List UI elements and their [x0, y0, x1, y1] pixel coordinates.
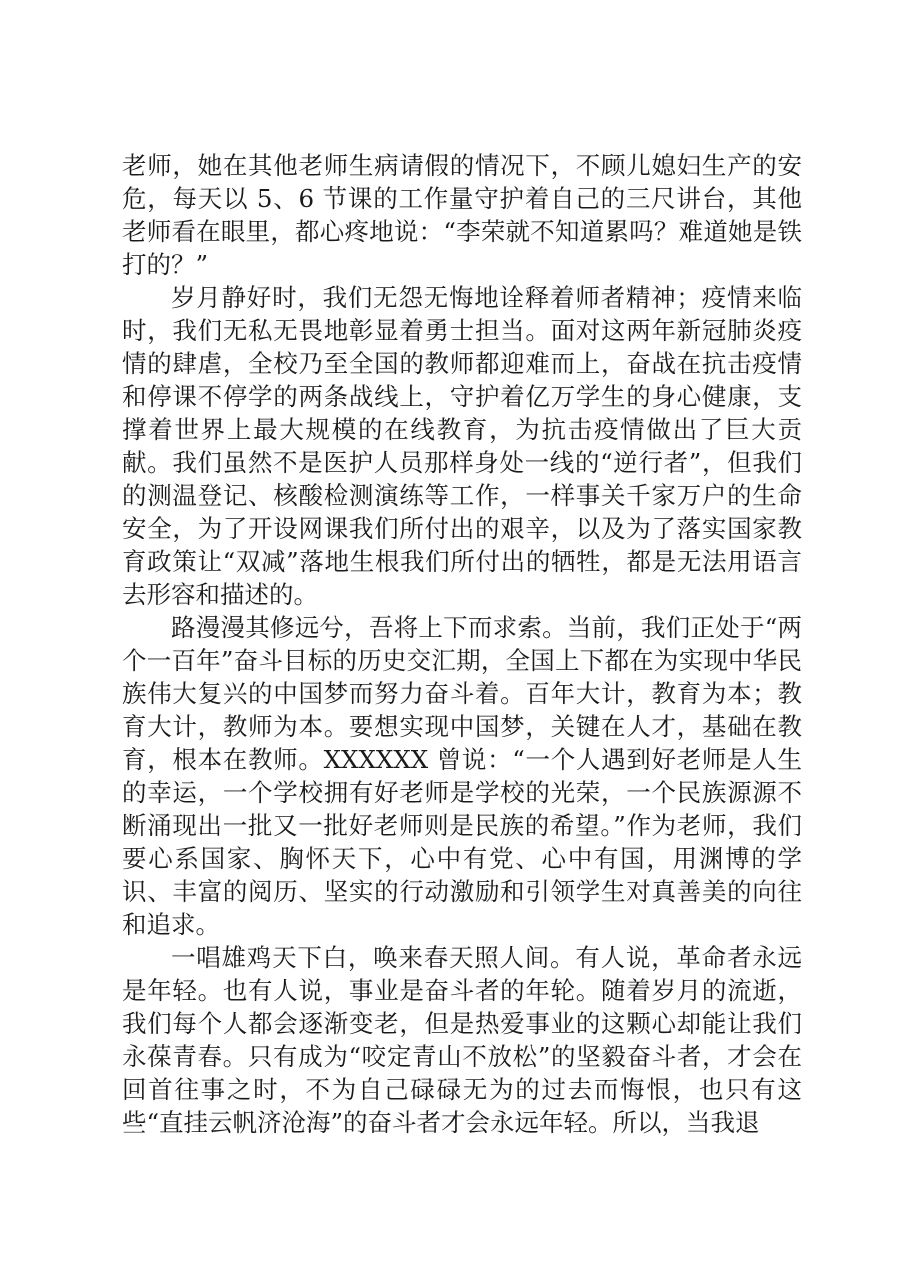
paragraph-chinese-dream: 路漫漫其修远兮，吾将上下而求索。当前，我们正处于“两个一百年”奋斗目标的历史交汇期，全国上下都在为实现中华民族伟大复兴的中国梦而努力奋斗着。百年大计，教育为本；教育大计，教师为本。要想实现中国梦，关键在人才，基础在教育，根本在教师。XXXXXX 曾说：“一个人遇到好老师是人生的幸运，一个学校拥有好老师是学校的光荣，一个民族源源不断涌现出一批又一批好老师则是民族的希望。”作为老师，我们要心系国家、胸怀天下，心中有党、心中有国，用渊博的学识、丰富的阅历、坚实的行动激励和引领学生对真善美的向往和追求。 [122, 613, 802, 939]
paragraph-continuation: 老师，她在其他老师生病请假的情况下，不顾儿媳妇生产的安危，每天以 5、6 节课的工作量守护着自己的三尺讲台，其他老师看在眼里，都心疼地说：“李荣就不知道累吗？难道她是铁打的？” [122, 151, 802, 279]
document-body [122, 149, 802, 1139]
paragraph-pandemic: 岁月静好时，我们无怨无悔地诠释着师者精神；疫情来临时，我们无私无畏地彰显着勇士担当。面对这两年新冠肺炎疫情的肆虐，全校乃至全国的教师都迎难而上，奋战在抗击疫情和停课不停学的两条战线上，守护着亿万学生的身心健康，支撑着世界上最大规模的在线教育，为抗击疫情做出了巨大贡献。我们虽然不是医护人员那样身处一线的“逆行者”，但我们的测温登记、核酸检测演练等工作，一样事关千家万户的生命安全，为了开设网课我们所付出的艰辛，以及为了落实国家教育政策让“双减”落地生根我们所付出的牺牲，都是无法用语言去形容和描述的。 [122, 283, 802, 609]
paragraph-youth: 一唱雄鸡天下白，唤来春天照人间。有人说，革命者永远是年轻。也有人说，事业是奋斗者的年轮。随着岁月的流逝，我们每个人都会逐渐变老，但是热爱事业的这颗心却能让我们永葆青春。只有成为“咬定青山不放松”的坚毅奋斗者，才会在回首往事之时，不为自己碌碌无为的过去而悔恨，也只有这些“直挂云帆济沧海”的奋斗者才会永远年轻。所以，当我退 [122, 943, 802, 1137]
